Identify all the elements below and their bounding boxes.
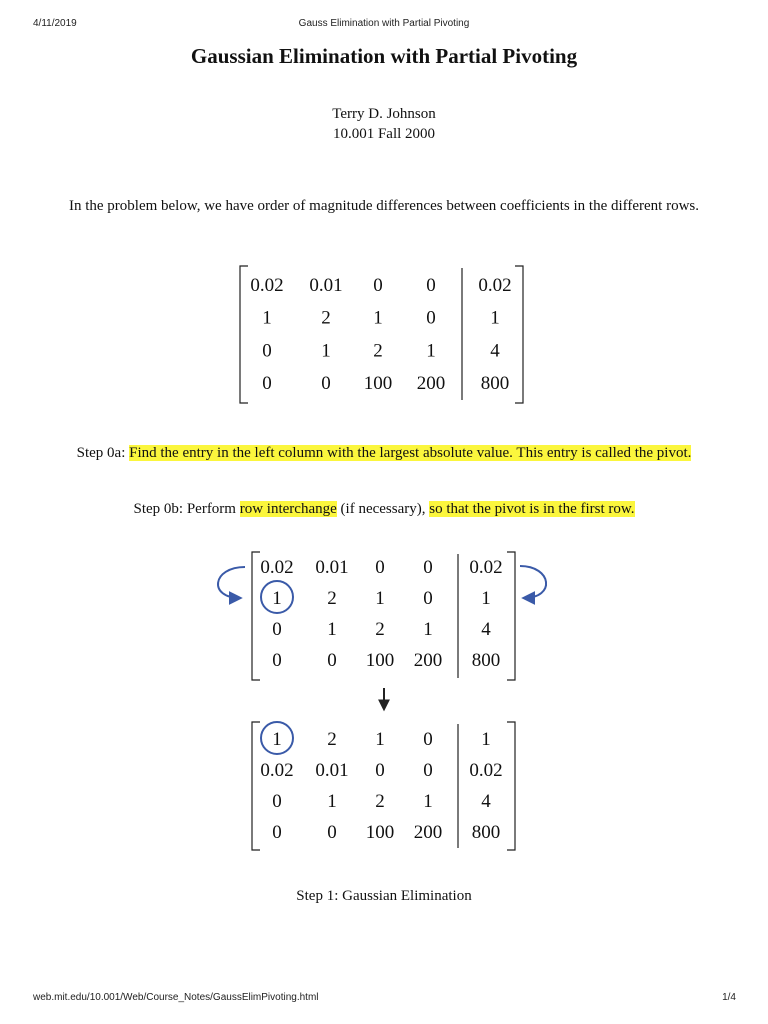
matrix-cell: 0 (262, 373, 272, 395)
left-bracket (240, 266, 248, 403)
matrix-cell: 4 (481, 791, 491, 812)
matrix-cell: 200 (413, 822, 443, 843)
matrix-cell: 100 (365, 822, 395, 843)
matrix-cell: 1 (481, 588, 491, 609)
matrix-cell: 2 (373, 340, 383, 362)
matrix-cell: 0 (272, 619, 282, 640)
matrix-cell: 0 (423, 557, 433, 578)
matrix-cell: 2 (327, 729, 337, 750)
matrix-original-cells (250, 275, 511, 394)
matrix-cell: 100 (363, 373, 393, 395)
matrix-cell: 1 (327, 791, 337, 812)
matrix-cell: 200 (416, 373, 446, 395)
matrix-cell: 2 (375, 791, 385, 812)
matrix-cell: 0.01 (315, 760, 349, 781)
matrix-cell: 4 (481, 619, 491, 640)
matrix-cell: 4 (490, 340, 500, 362)
matrix-cell: 0 (272, 822, 282, 843)
matrix-cell: 0 (426, 275, 436, 296)
matrix-cell: 0.02 (260, 557, 294, 578)
matrix-after-swap-cells (260, 729, 502, 843)
matrix-cell: 800 (471, 822, 501, 843)
matrix-cell: 0.01 (309, 275, 343, 296)
matrix-cell: 2 (321, 307, 331, 329)
print-page-title: Gauss Elimination with Partial Pivoting (298, 18, 470, 29)
matrix-cell: 0 (426, 307, 436, 329)
matrix-cell: 0.02 (250, 275, 284, 296)
matrix-cell: 0.01 (315, 557, 349, 578)
matrix-cell: 0 (262, 340, 272, 362)
matrix-cell: 0 (327, 650, 337, 671)
print-date: 4/11/2019 (33, 18, 77, 29)
matrix-cell: 0 (327, 822, 337, 843)
matrix-cell: 1 (262, 307, 272, 329)
swap-arrow-right-icon (520, 566, 546, 598)
matrix-after-swap (252, 722, 515, 850)
matrix-before-swap (218, 552, 546, 680)
right-bracket (507, 722, 515, 850)
matrix-cell: 0 (375, 760, 385, 781)
matrix-cell: 0.02 (260, 760, 294, 781)
matrix-cell: 1 (481, 729, 491, 750)
intro-paragraph: In the problem below, we have order of magnitude differences between coefficients in the different rows. (68, 198, 700, 214)
matrix-original (240, 266, 523, 403)
step-0b-highlight-2: so that the pivot is in the first row. (429, 501, 635, 517)
page-url: web.mit.edu/10.001/Web/Course_Notes/GaussElimPivoting.html (33, 992, 319, 1003)
step-0a-highlight: Find the entry in the left column with the largest absolute value. This entry is called the pivot. (129, 445, 692, 461)
step-0b-prefix: Step 0b: Perform (133, 501, 240, 517)
matrix-cell: 1 (375, 729, 385, 750)
document-title: Gaussian Elimination with Partial Pivoting (190, 44, 578, 68)
matrix-cell: 1 (272, 588, 282, 609)
left-bracket (252, 722, 260, 850)
matrix-cell: 100 (365, 650, 395, 671)
matrix-cell: 1 (490, 307, 500, 329)
matrix-cell: 0.02 (478, 275, 512, 296)
course-term: 10.001 Fall 2000 (332, 126, 436, 142)
matrix-cell: 1 (272, 729, 282, 750)
right-bracket (507, 552, 515, 680)
matrix-cell: 0 (423, 729, 433, 750)
matrix-cell: 0 (423, 760, 433, 781)
step-0b-middle: (if necessary), (336, 501, 430, 517)
matrix-cell: 0.02 (469, 760, 503, 781)
page-number: 1/4 (722, 992, 736, 1003)
matrix-cell: 1 (423, 791, 433, 812)
matrix-cell: 1 (327, 619, 337, 640)
matrix-cell: 1 (375, 588, 385, 609)
matrix-cell: 1 (373, 307, 383, 329)
matrix-before-swap-cells (260, 557, 502, 671)
matrix-cell: 1 (321, 340, 331, 362)
matrix-cell: 0 (272, 650, 282, 671)
author-name: Terry D. Johnson (332, 106, 436, 122)
matrix-cell: 1 (426, 340, 436, 362)
matrix-cell: 0 (321, 373, 331, 395)
right-bracket (515, 266, 523, 403)
matrix-cell: 0 (272, 791, 282, 812)
left-bracket (252, 552, 260, 680)
step-1: Step 1: Gaussian Elimination (296, 888, 472, 904)
matrix-cell: 1 (423, 619, 433, 640)
step-0b-highlight-1: row interchange (239, 501, 337, 517)
matrix-cell: 800 (480, 373, 510, 395)
matrix-cell: 0 (375, 557, 385, 578)
matrix-cell: 0 (423, 588, 433, 609)
matrix-cell: 800 (471, 650, 501, 671)
matrix-cell: 2 (375, 619, 385, 640)
matrix-cell: 0.02 (469, 557, 503, 578)
matrix-cell: 0 (373, 275, 383, 296)
matrix-cell: 2 (327, 588, 337, 609)
matrix-cell: 200 (413, 650, 443, 671)
step-0a-prefix: Step 0a: (76, 445, 130, 461)
swap-arrow-left-icon (218, 567, 245, 598)
